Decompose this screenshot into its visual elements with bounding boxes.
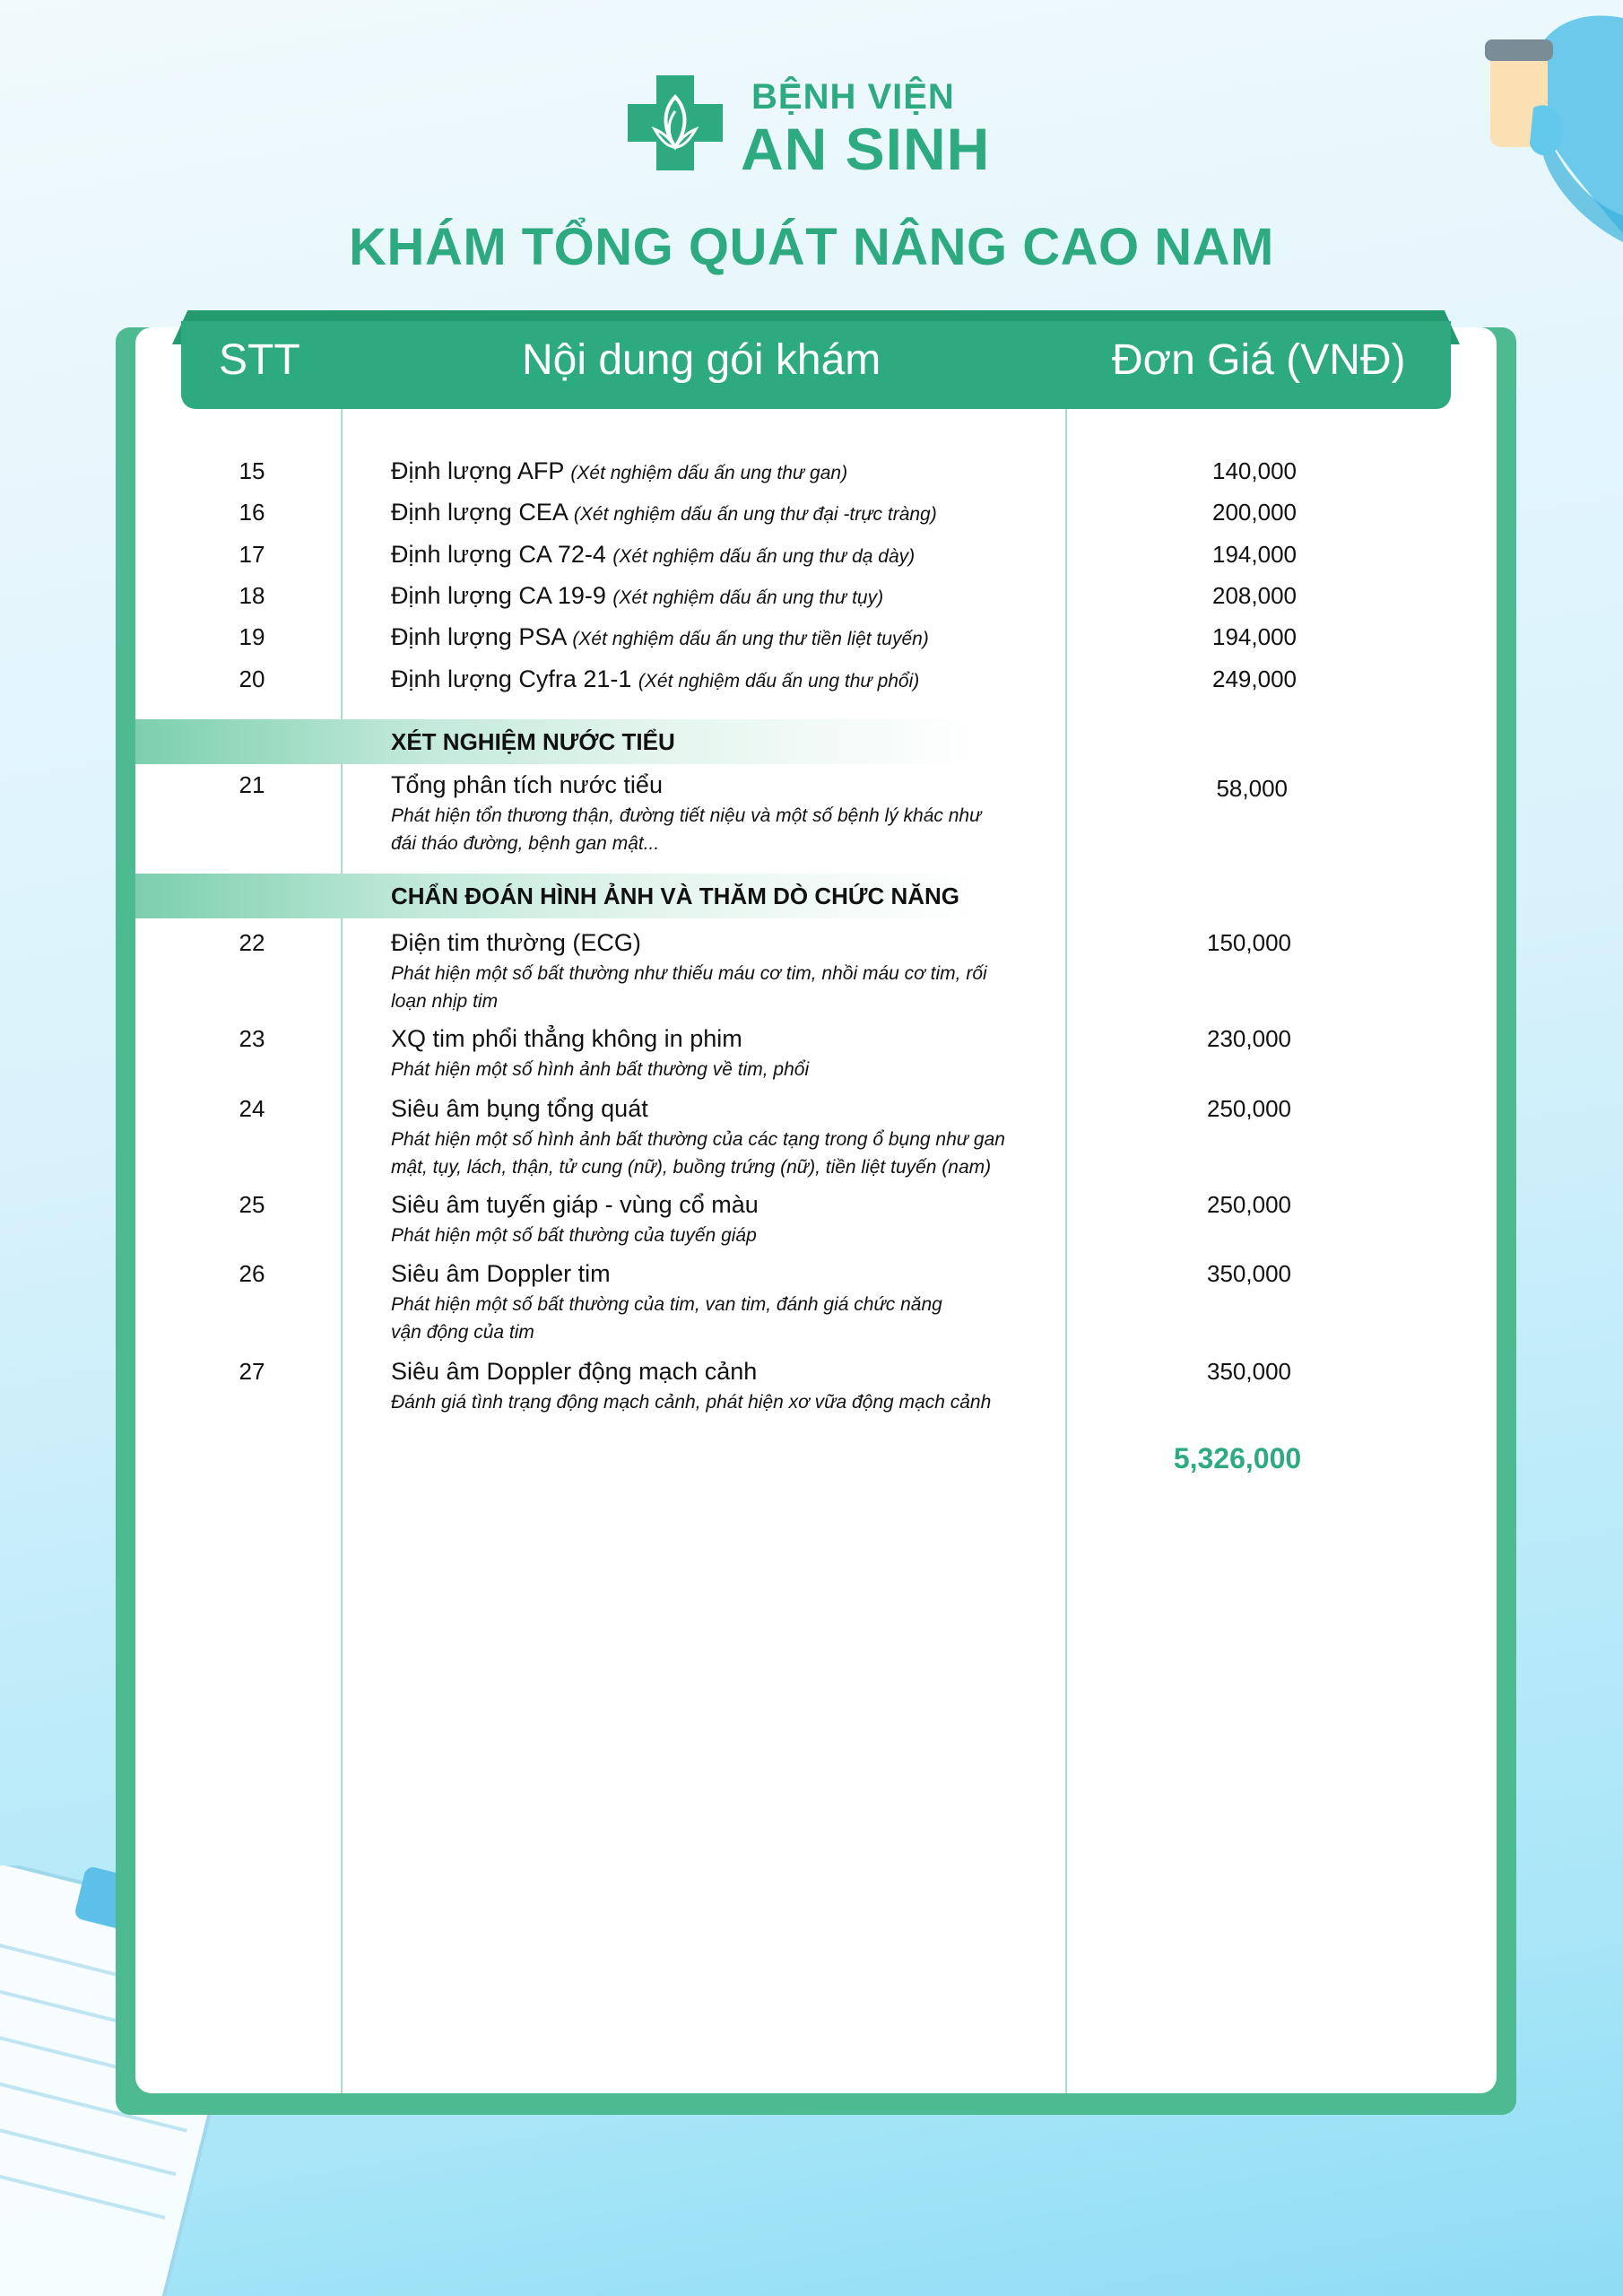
table-row	[0, 623, 1623, 659]
row-stt: 27	[239, 1358, 265, 1385]
row-price: 208,000	[1212, 582, 1297, 609]
brand-line-2: AN SINH	[741, 116, 991, 182]
row-name	[391, 665, 919, 693]
row-description	[391, 802, 1072, 857]
row-name-text: Định lượng CEA	[391, 499, 568, 526]
row-desc-line-1: Phát hiện tổn thương thận, đường tiết niệu và một số bệnh lý khác như	[391, 805, 982, 826]
row-description	[391, 1388, 1072, 1416]
row-price: 350,000	[1207, 1358, 1291, 1385]
header-price: Đơn Giá (VNĐ)	[1112, 336, 1406, 384]
row-inline-desc: (Xét nghiệm dấu ấn ung thư dạ dày)	[612, 546, 916, 567]
row-price: 194,000	[1212, 623, 1297, 650]
row-inline-desc: (Xét nghiệm dấu ấn ung thư tụy)	[612, 587, 884, 608]
row-desc-line-2: vận động của tim	[391, 1322, 534, 1343]
table-row	[0, 1191, 1623, 1254]
row-desc-line-1: Phát hiện một số bất thường của tuyến giáp	[391, 1225, 757, 1246]
row-stt: 25	[239, 1191, 265, 1218]
row-name-text: Định lượng CA 72-4	[391, 541, 606, 568]
row-price: 140,000	[1212, 457, 1297, 484]
row-desc-line-1: Đánh giá tình trạng động mạch cảnh, phát hiện xơ vữa động mạch cảnh	[391, 1392, 992, 1413]
row-price: 230,000	[1207, 1025, 1291, 1052]
row-price: 150,000	[1207, 929, 1291, 956]
row-description	[391, 1056, 1072, 1083]
row-description	[391, 1222, 1072, 1249]
row-name	[391, 541, 915, 569]
table-row	[0, 771, 1623, 861]
row-stt: 17	[239, 541, 265, 568]
row-description	[391, 960, 1072, 1015]
row-name: XQ tim phổi thẳng không in phim	[391, 1025, 742, 1052]
row-name-text: Định lượng CA 19-9	[391, 582, 606, 609]
row-stt: 26	[239, 1260, 265, 1287]
row-name: Điện tim thường (ECG)	[391, 929, 641, 956]
row-stt: 24	[239, 1095, 265, 1122]
row-stt: 15	[239, 457, 265, 484]
row-price: 350,000	[1207, 1260, 1291, 1287]
row-desc-line-1: Phát hiện một số bất thường của tim, van tim, đánh giá chức năng	[391, 1294, 942, 1315]
row-inline-desc: (Xét nghiệm dấu ấn ung thư gan)	[570, 463, 848, 483]
header-stt: STT	[219, 336, 300, 384]
row-stt: 18	[239, 582, 265, 609]
row-desc-line-2: đái tháo đường, bệnh gan mật...	[391, 833, 660, 854]
gloved-hand-sample-illustration	[1444, 0, 1623, 242]
row-desc-line-2: mật, tụy, lách, thận, tử cung (nữ), buồng trứng (nữ), tiền liệt tuyến (nam)	[391, 1157, 992, 1178]
row-price: 58,000	[1216, 775, 1288, 802]
row-desc-line-1: Phát hiện một số hình ảnh bất thường của các tạng trong ổ bụng như gan	[391, 1129, 1005, 1150]
row-price: 194,000	[1212, 541, 1297, 568]
page-title: KHÁM TỔNG QUÁT NÂNG CAO NAM	[349, 218, 1274, 276]
row-description	[391, 1291, 1072, 1346]
brand-line-1: BỆNH VIỆN	[751, 77, 955, 117]
row-name-text: Định lượng PSA	[391, 623, 566, 650]
row-inline-desc: (Xét nghiệm dấu ấn ung thư đại -trực tràng)	[573, 504, 937, 525]
row-name: Siêu âm Doppler động mạch cảnh	[391, 1358, 758, 1385]
row-desc-line-2: loạn nhịp tim	[391, 991, 499, 1012]
total-price: 5,326,000	[1173, 1442, 1302, 1474]
header-content: Nội dung gói khám	[522, 336, 881, 384]
row-inline-desc: (Xét nghiệm dấu ấn ung thư phổi)	[638, 671, 920, 691]
section-title: CHẨN ĐOÁN HÌNH ẢNH VÀ THĂM DÒ CHỨC NĂNG	[391, 883, 959, 909]
section-header-imaging	[135, 874, 978, 918]
table-row	[0, 665, 1623, 701]
row-stt: 22	[239, 929, 265, 956]
row-stt: 19	[239, 623, 265, 650]
table-row	[0, 499, 1623, 535]
medical-cross-leaf-icon	[628, 75, 723, 170]
row-price: 200,000	[1212, 499, 1297, 526]
row-description	[391, 1126, 1072, 1181]
row-stt: 20	[239, 665, 265, 692]
table-row	[0, 457, 1623, 493]
table-row	[0, 1025, 1623, 1088]
row-name: Siêu âm Doppler tim	[391, 1260, 611, 1287]
row-name: Tổng phân tích nước tiểu	[391, 771, 663, 798]
row-name: Siêu âm bụng tổng quát	[391, 1095, 648, 1122]
row-desc-line-1: Phát hiện một số hình ảnh bất thường về tim, phổi	[391, 1059, 810, 1080]
row-name-text: Định lượng Cyfra 21-1	[391, 665, 632, 692]
table-header	[181, 321, 1451, 409]
row-desc-line-1: Phát hiện một số bất thường như thiếu máu cơ tim, nhồi máu cơ tim, rối	[391, 963, 987, 984]
row-price: 250,000	[1207, 1095, 1291, 1122]
row-name	[391, 623, 929, 651]
section-header-urine	[135, 719, 978, 764]
table-row	[0, 1358, 1623, 1421]
row-name	[391, 499, 937, 526]
row-name-text: Định lượng AFP	[391, 457, 564, 484]
row-inline-desc: (Xét nghiệm dấu ấn ung thư tiền liệt tuyến)	[572, 629, 929, 649]
section-title: XÉT NGHIỆM NƯỚC TIỂU	[391, 728, 675, 755]
table-row	[0, 582, 1623, 618]
table-row	[0, 1260, 1623, 1350]
table-row	[0, 1095, 1623, 1185]
row-price: 250,000	[1207, 1191, 1291, 1218]
hospital-logo	[628, 75, 1004, 182]
row-name	[391, 582, 883, 610]
table-row	[0, 541, 1623, 577]
row-stt: 21	[239, 771, 265, 798]
table-row	[0, 929, 1623, 1019]
row-name: Siêu âm tuyến giáp - vùng cổ màu	[391, 1191, 759, 1218]
row-price: 249,000	[1212, 665, 1297, 692]
row-stt: 16	[239, 499, 265, 526]
row-name	[391, 457, 847, 485]
row-stt: 23	[239, 1025, 265, 1052]
